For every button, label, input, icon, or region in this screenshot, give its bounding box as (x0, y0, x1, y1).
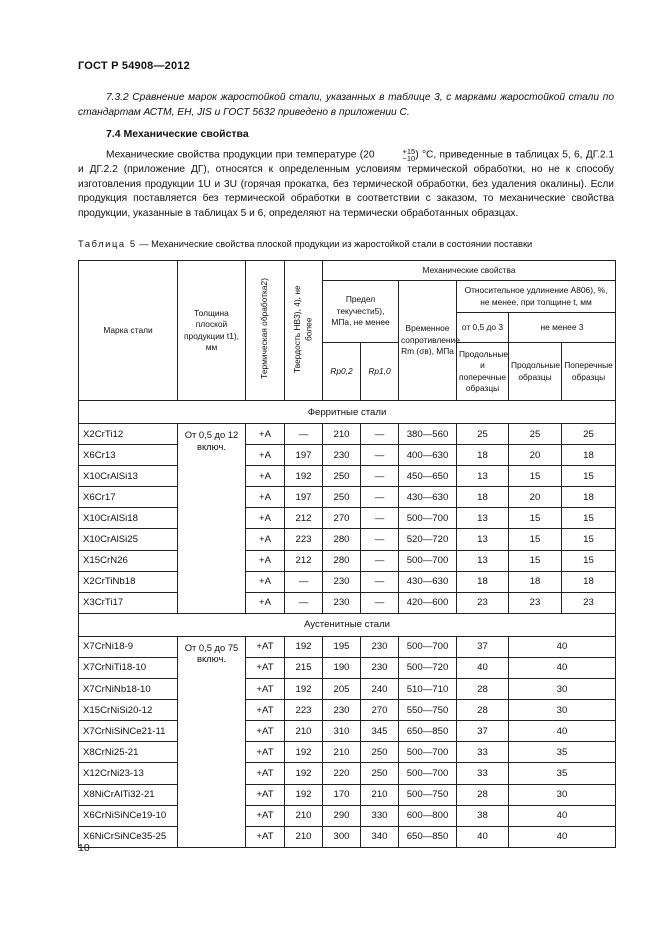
thickness-cell: От 0,5 до 75 включ. (178, 636, 246, 847)
rp02-cell: 195 (323, 636, 361, 657)
rp10-cell: — (361, 529, 399, 550)
hardness-cell: 192 (285, 742, 323, 763)
hardness-cell: 210 (285, 721, 323, 742)
elongation-transverse-cell: 15 (562, 466, 616, 487)
rp02-cell: 230 (323, 700, 361, 721)
elongation-thin-cell: 13 (457, 550, 509, 571)
rp02-cell: 310 (323, 721, 361, 742)
steel-grade-cell: X8NiCrAlTi32-21 (79, 784, 178, 805)
elongation-thin-cell: 40 (457, 826, 509, 847)
header-tensile-strength: Временное сопротивление Rm (σв), МПа (399, 281, 457, 401)
elongation-transverse-cell: 23 (562, 592, 616, 613)
elongation-thin-cell: 13 (457, 466, 509, 487)
section-7-4-heading: 7.4 Механические свойства (106, 128, 249, 140)
tensile-cell: 430—630 (399, 571, 457, 592)
table-row (79, 805, 616, 826)
elongation-thin-cell: 28 (457, 679, 509, 700)
tensile-cell: 500—700 (399, 636, 457, 657)
rp02-cell: 290 (323, 805, 361, 826)
elongation-longitudinal-cell: 20 (509, 487, 562, 508)
elongation-longitudinal-cell: 20 (509, 445, 562, 466)
tensile-cell: 420—600 (399, 592, 457, 613)
elongation-thick-cell: 35 (509, 763, 616, 784)
rp10-cell: — (361, 571, 399, 592)
elongation-thick-cell: 40 (509, 805, 616, 826)
elongation-thin-cell: 38 (457, 805, 509, 826)
section-7-4-paragraph (78, 148, 614, 221)
heat-treatment-cell: +A (246, 550, 285, 571)
steel-grade-cell: X2CrTi12 (79, 424, 178, 445)
section-title: Ферритные стали (79, 401, 616, 424)
tensile-cell: 520—720 (399, 529, 457, 550)
tensile-cell: 500—750 (399, 784, 457, 805)
paragraph-rest: ) °С, приведенные в таблицах 5, 6, ДГ.2.1 и ДГ.2.2 (приложение ДГ), относятся к определенным условиям термической обработки, но не к способу изготовления продукции 1U и 3U (горячая прокатка, без термической обработки, без удаления окалины). Если продукция поставляется без термической обработки в соответствии с заказом, то механические свойства продукции, указанные в таблицах 5 и 6, определяют на термически обработанных образцах. (78, 149, 614, 219)
hardness-cell: 215 (285, 657, 323, 678)
heat-treatment-cell: +AT (246, 826, 285, 847)
table-row (79, 592, 616, 613)
table-row (79, 424, 616, 445)
hardness-cell: 192 (285, 636, 323, 657)
steel-grade-cell: X6Cr13 (79, 445, 178, 466)
rp10-cell: — (361, 445, 399, 466)
header-hardness: Твердость HB3), 4), не более (285, 261, 323, 401)
rp10-cell: 340 (361, 826, 399, 847)
rp10-cell: 250 (361, 763, 399, 784)
elongation-thin-cell: 33 (457, 742, 509, 763)
rp02-cell: 210 (323, 424, 361, 445)
header-mechanical-properties: Механические свойства (323, 261, 616, 281)
elongation-thin-cell: 18 (457, 571, 509, 592)
elongation-thin-cell: 13 (457, 508, 509, 529)
elongation-transverse-cell: 25 (562, 424, 616, 445)
table-row (79, 679, 616, 700)
tensile-cell: 500—700 (399, 742, 457, 763)
tensile-cell: 450—650 (399, 466, 457, 487)
rp02-cell: 230 (323, 592, 361, 613)
elongation-longitudinal-cell: 15 (509, 466, 562, 487)
rp02-cell: 205 (323, 679, 361, 700)
heat-treatment-cell: +AT (246, 742, 285, 763)
hardness-cell: 192 (285, 679, 323, 700)
table-row (79, 487, 616, 508)
elongation-thin-cell: 28 (457, 784, 509, 805)
hardness-cell: 210 (285, 826, 323, 847)
header-thickness-0-5-to-3: от 0,5 до 3 (457, 313, 509, 343)
tensile-cell: 500—700 (399, 550, 457, 571)
tensile-cell: 500—720 (399, 657, 457, 678)
hardness-cell: 212 (285, 508, 323, 529)
heat-treatment-cell: +A (246, 508, 285, 529)
header-longitudinal: Продольные образцы (509, 343, 562, 401)
table-row (79, 826, 616, 847)
rp10-cell: — (361, 424, 399, 445)
hardness-cell: — (285, 571, 323, 592)
temp-lower-tolerance: −10 (402, 154, 416, 163)
elongation-thick-cell: 30 (509, 700, 616, 721)
heat-treatment-cell: +A (246, 571, 285, 592)
tensile-cell: 380—560 (399, 424, 457, 445)
header-heat-treatment: Термическая обработка2) (246, 261, 285, 401)
table-row (79, 657, 616, 678)
heat-treatment-cell: +AT (246, 700, 285, 721)
steel-grade-cell: X6NiCrSiNCe35-25 (79, 826, 178, 847)
table-row (79, 445, 616, 466)
hardness-cell: 192 (285, 763, 323, 784)
rp10-cell: 210 (361, 784, 399, 805)
section-title: Аустенитные стали (79, 613, 616, 636)
heat-treatment-cell: +A (246, 445, 285, 466)
hardness-cell: 192 (285, 466, 323, 487)
hardness-cell: 212 (285, 550, 323, 571)
elongation-thin-cell: 40 (457, 657, 509, 678)
rp10-cell: 240 (361, 679, 399, 700)
temp-upper-tolerance: +15 (402, 147, 416, 156)
table-row (79, 508, 616, 529)
table-row (79, 466, 616, 487)
rp10-cell: 230 (361, 636, 399, 657)
tensile-cell: 550—750 (399, 700, 457, 721)
elongation-longitudinal-cell: 18 (509, 571, 562, 592)
elongation-longitudinal-cell: 15 (509, 529, 562, 550)
steel-grade-cell: X15CrNiSi20-12 (79, 700, 178, 721)
elongation-transverse-cell: 18 (562, 571, 616, 592)
elongation-thick-cell: 35 (509, 742, 616, 763)
steel-grade-cell: X7CrNiSiNCe21-11 (79, 721, 178, 742)
elongation-longitudinal-cell: 25 (509, 424, 562, 445)
hardness-cell: 210 (285, 805, 323, 826)
elongation-longitudinal-cell: 15 (509, 508, 562, 529)
rp02-cell: 230 (323, 445, 361, 466)
section-row (79, 613, 616, 636)
elongation-thick-cell: 40 (509, 636, 616, 657)
heat-treatment-cell: +AT (246, 721, 285, 742)
hardness-cell: 223 (285, 700, 323, 721)
rp10-cell: 345 (361, 721, 399, 742)
rp10-cell: — (361, 508, 399, 529)
steel-grade-cell: X15CrN26 (79, 550, 178, 571)
elongation-thin-cell: 33 (457, 763, 509, 784)
page-number: 10 (78, 842, 90, 854)
tensile-cell: 650—850 (399, 826, 457, 847)
hardness-cell: — (285, 424, 323, 445)
header-rp02: Rp0,2 (323, 343, 361, 401)
elongation-transverse-cell: 15 (562, 508, 616, 529)
header-elongation: Относительное удлинение A806), %, не менее, при толщине t, мм (457, 281, 616, 313)
elongation-thick-cell: 30 (509, 784, 616, 805)
elongation-thin-cell: 37 (457, 636, 509, 657)
rp02-cell: 220 (323, 763, 361, 784)
header-transverse: Поперечные образцы (562, 343, 616, 401)
table-row (79, 784, 616, 805)
heat-treatment-cell: +AT (246, 679, 285, 700)
rp02-cell: 250 (323, 487, 361, 508)
rp02-cell: 210 (323, 742, 361, 763)
steel-grade-cell: X8CrNi25-21 (79, 742, 178, 763)
elongation-thick-cell: 40 (509, 826, 616, 847)
elongation-thick-cell: 40 (509, 657, 616, 678)
steel-grade-cell: X3CrTi17 (79, 592, 178, 613)
elongation-thin-cell: 28 (457, 700, 509, 721)
rp02-cell: 270 (323, 508, 361, 529)
section-7-3-2-paragraph: 7.3.2 Сравнение марок жаростойкой стали, указанных в таблице 3, с марками жаростойкой стали по стандартам АСТМ, ЕН, JIS и ГОСТ 5632 приведено в приложении С. (78, 92, 614, 118)
steel-grade-cell: X10CrAlSi18 (79, 508, 178, 529)
mechanical-properties-table (78, 260, 616, 848)
tensile-cell: 500—700 (399, 763, 457, 784)
heat-treatment-cell: +AT (246, 636, 285, 657)
heat-treatment-cell: +A (246, 466, 285, 487)
steel-grade-cell: X7CrNiTi18-10 (79, 657, 178, 678)
tensile-cell: 650—850 (399, 721, 457, 742)
steel-grade-cell: X6CrNiSiNCe19-10 (79, 805, 178, 826)
elongation-thin-cell: 18 (457, 487, 509, 508)
heat-treatment-cell: +AT (246, 784, 285, 805)
header-thickness-min-3: не менее 3 (509, 313, 616, 343)
rp10-cell: — (361, 592, 399, 613)
heat-treatment-cell: +A (246, 592, 285, 613)
rp02-cell: 170 (323, 784, 361, 805)
rp02-cell: 190 (323, 657, 361, 678)
table-caption-label: Таблица 5 (78, 239, 137, 249)
hardness-cell: 197 (285, 445, 323, 466)
tensile-cell: 430—630 (399, 487, 457, 508)
header-thickness: Толщина плоской продукции t1), мм (178, 261, 246, 401)
heat-treatment-cell: +AT (246, 657, 285, 678)
hardness-cell: 223 (285, 529, 323, 550)
document-code: ГОСТ Р 54908—2012 (78, 60, 190, 72)
steel-grade-cell: X7CrNi18-9 (79, 636, 178, 657)
elongation-transverse-cell: 18 (562, 445, 616, 466)
heat-treatment-cell: +AT (246, 805, 285, 826)
rp10-cell: — (361, 466, 399, 487)
header-yield-strength: Предел текучести5), МПа, не менее (323, 281, 399, 343)
heat-treatment-cell: +A (246, 529, 285, 550)
elongation-thin-cell: 13 (457, 529, 509, 550)
rp02-cell: 280 (323, 550, 361, 571)
table-caption (78, 239, 532, 249)
header-grade: Марка стали (79, 261, 178, 401)
elongation-transverse-cell: 15 (562, 550, 616, 571)
rp10-cell: 270 (361, 700, 399, 721)
heat-treatment-cell: +AT (246, 763, 285, 784)
table-row (79, 529, 616, 550)
elongation-thick-cell: 40 (509, 721, 616, 742)
elongation-transverse-cell: 15 (562, 529, 616, 550)
rp02-cell: 300 (323, 826, 361, 847)
hardness-cell: — (285, 592, 323, 613)
heat-treatment-cell: +A (246, 424, 285, 445)
heat-treatment-cell: +A (246, 487, 285, 508)
paragraph-start: Механические свойства продукции при температуре (20 (106, 149, 375, 161)
elongation-transverse-cell: 18 (562, 487, 616, 508)
rp02-cell: 230 (323, 571, 361, 592)
rp02-cell: 280 (323, 529, 361, 550)
rp10-cell: 230 (361, 657, 399, 678)
tensile-cell: 500—700 (399, 508, 457, 529)
elongation-longitudinal-cell: 23 (509, 592, 562, 613)
elongation-thin-cell: 37 (457, 721, 509, 742)
tensile-cell: 600—800 (399, 805, 457, 826)
table-row (79, 700, 616, 721)
rp10-cell: — (361, 550, 399, 571)
steel-grade-cell: X10CrAlSi25 (79, 529, 178, 550)
table-row (79, 742, 616, 763)
table-row (79, 571, 616, 592)
elongation-longitudinal-cell: 15 (509, 550, 562, 571)
table-row (79, 550, 616, 571)
table-row (79, 763, 616, 784)
tensile-cell: 400—630 (399, 445, 457, 466)
table-caption-text: — Механические свойства плоской продукции из жаростойкой стали в состоянии поставки (136, 239, 533, 249)
rp10-cell: 330 (361, 805, 399, 826)
hardness-cell: 197 (285, 487, 323, 508)
thickness-cell: От 0,5 до 12 включ. (178, 424, 246, 614)
table-row (79, 721, 616, 742)
steel-grade-cell: X7CrNiNb18-10 (79, 679, 178, 700)
rp02-cell: 250 (323, 466, 361, 487)
tensile-cell: 510—710 (399, 679, 457, 700)
header-longitudinal-transverse: Продольные и поперечные образцы (457, 343, 509, 401)
elongation-thin-cell: 23 (457, 592, 509, 613)
elongation-thin-cell: 18 (457, 445, 509, 466)
steel-grade-cell: X2CrTiNb18 (79, 571, 178, 592)
elongation-thick-cell: 30 (509, 679, 616, 700)
section-row (79, 401, 616, 424)
steel-grade-cell: X6Cr17 (79, 487, 178, 508)
hardness-cell: 192 (285, 784, 323, 805)
elongation-thin-cell: 25 (457, 424, 509, 445)
header-rp10: Rp1,0 (361, 343, 399, 401)
steel-grade-cell: X10CrAlSi13 (79, 466, 178, 487)
steel-grade-cell: X12CrNi23-13 (79, 763, 178, 784)
rp10-cell: 250 (361, 742, 399, 763)
table-row (79, 636, 616, 657)
rp10-cell: — (361, 487, 399, 508)
